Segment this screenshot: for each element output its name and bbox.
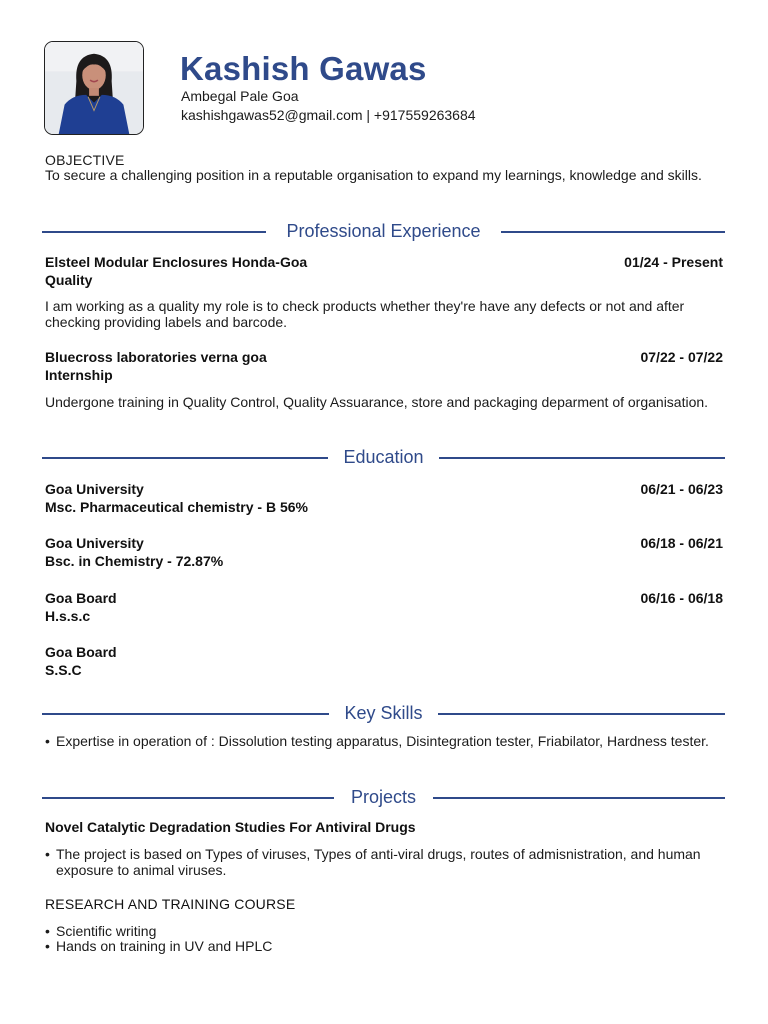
education-section-title: Education [331,447,435,467]
course-title: RESEARCH AND TRAINING COURSE [45,896,296,912]
profile-photo [44,41,144,135]
experience-dates: 07/22 - 07/22 [640,349,723,365]
project-bullet: • The project is based on Types of viruses, Types of anti-viral drugs, routes of admisnistration, and human exposure to animal viruses. [45,846,725,878]
education-item [45,480,723,498]
experience-dates: 01/24 - Present [624,254,723,270]
education-school: Goa University [45,481,144,497]
education-dates: 06/21 - 06/23 [640,481,723,497]
experience-description: Undergone training in Quality Control, Quality Assuarance, store and packaging deparment of organisation. [45,394,709,410]
education-dates: 06/16 - 06/18 [640,590,723,606]
experience-company: Bluecross laboratories verna goa [45,349,267,365]
education-degree: H.s.s.c [45,608,91,624]
objective-label: OBJECTIVE [45,152,125,168]
candidate-contact: kashishgawas52@gmail.com | +917559263684 [181,107,476,123]
experience-item [45,253,723,271]
course-bullet: • Scientific writing [45,923,725,939]
education-degree: Msc. Pharmaceutical chemistry - B 56% [45,499,309,515]
experience-section-header [42,220,725,244]
experience-company: Elsteel Modular Enclosures Honda-Goa [45,254,308,270]
education-degree: Bsc. in Chemistry - 72.87% [45,553,224,569]
candidate-address: Ambegal Pale Goa [181,88,299,104]
skill-item: • Expertise in operation of : Dissolution testing apparatus, Disintegration tester, Friabilator, Hardness tester. [45,733,725,749]
education-degree: S.S.C [45,662,82,678]
candidate-name: Kashish Gawas [180,50,427,87]
experience-item [45,348,723,366]
skills-section-header [42,702,725,726]
education-school: Goa Board [45,590,117,606]
skills-section-title: Key Skills [332,703,434,723]
projects-section-header [42,786,725,810]
education-dates: 06/18 - 06/21 [640,535,723,551]
education-item [45,643,723,661]
projects-section-title: Projects [339,787,428,807]
education-section-header [42,446,725,470]
objective-text: To secure a challenging position in a reputable organisation to expand my learnings, knowledge and skills. [45,167,702,183]
experience-description: I am working as a quality my role is to check products whether they're have any defects or not and after checking providing labels and barcode. [45,298,685,330]
experience-role: Internship [45,367,113,383]
experience-section-title: Professional Experience [274,221,492,241]
education-school: Goa Board [45,644,117,660]
project-name: Novel Catalytic Degradation Studies For Antiviral Drugs [45,819,416,835]
education-school: Goa University [45,535,144,551]
experience-role: Quality [45,272,93,288]
course-bullet: • Hands on training in UV and HPLC [45,938,725,954]
education-item [45,534,723,552]
education-item [45,589,723,607]
